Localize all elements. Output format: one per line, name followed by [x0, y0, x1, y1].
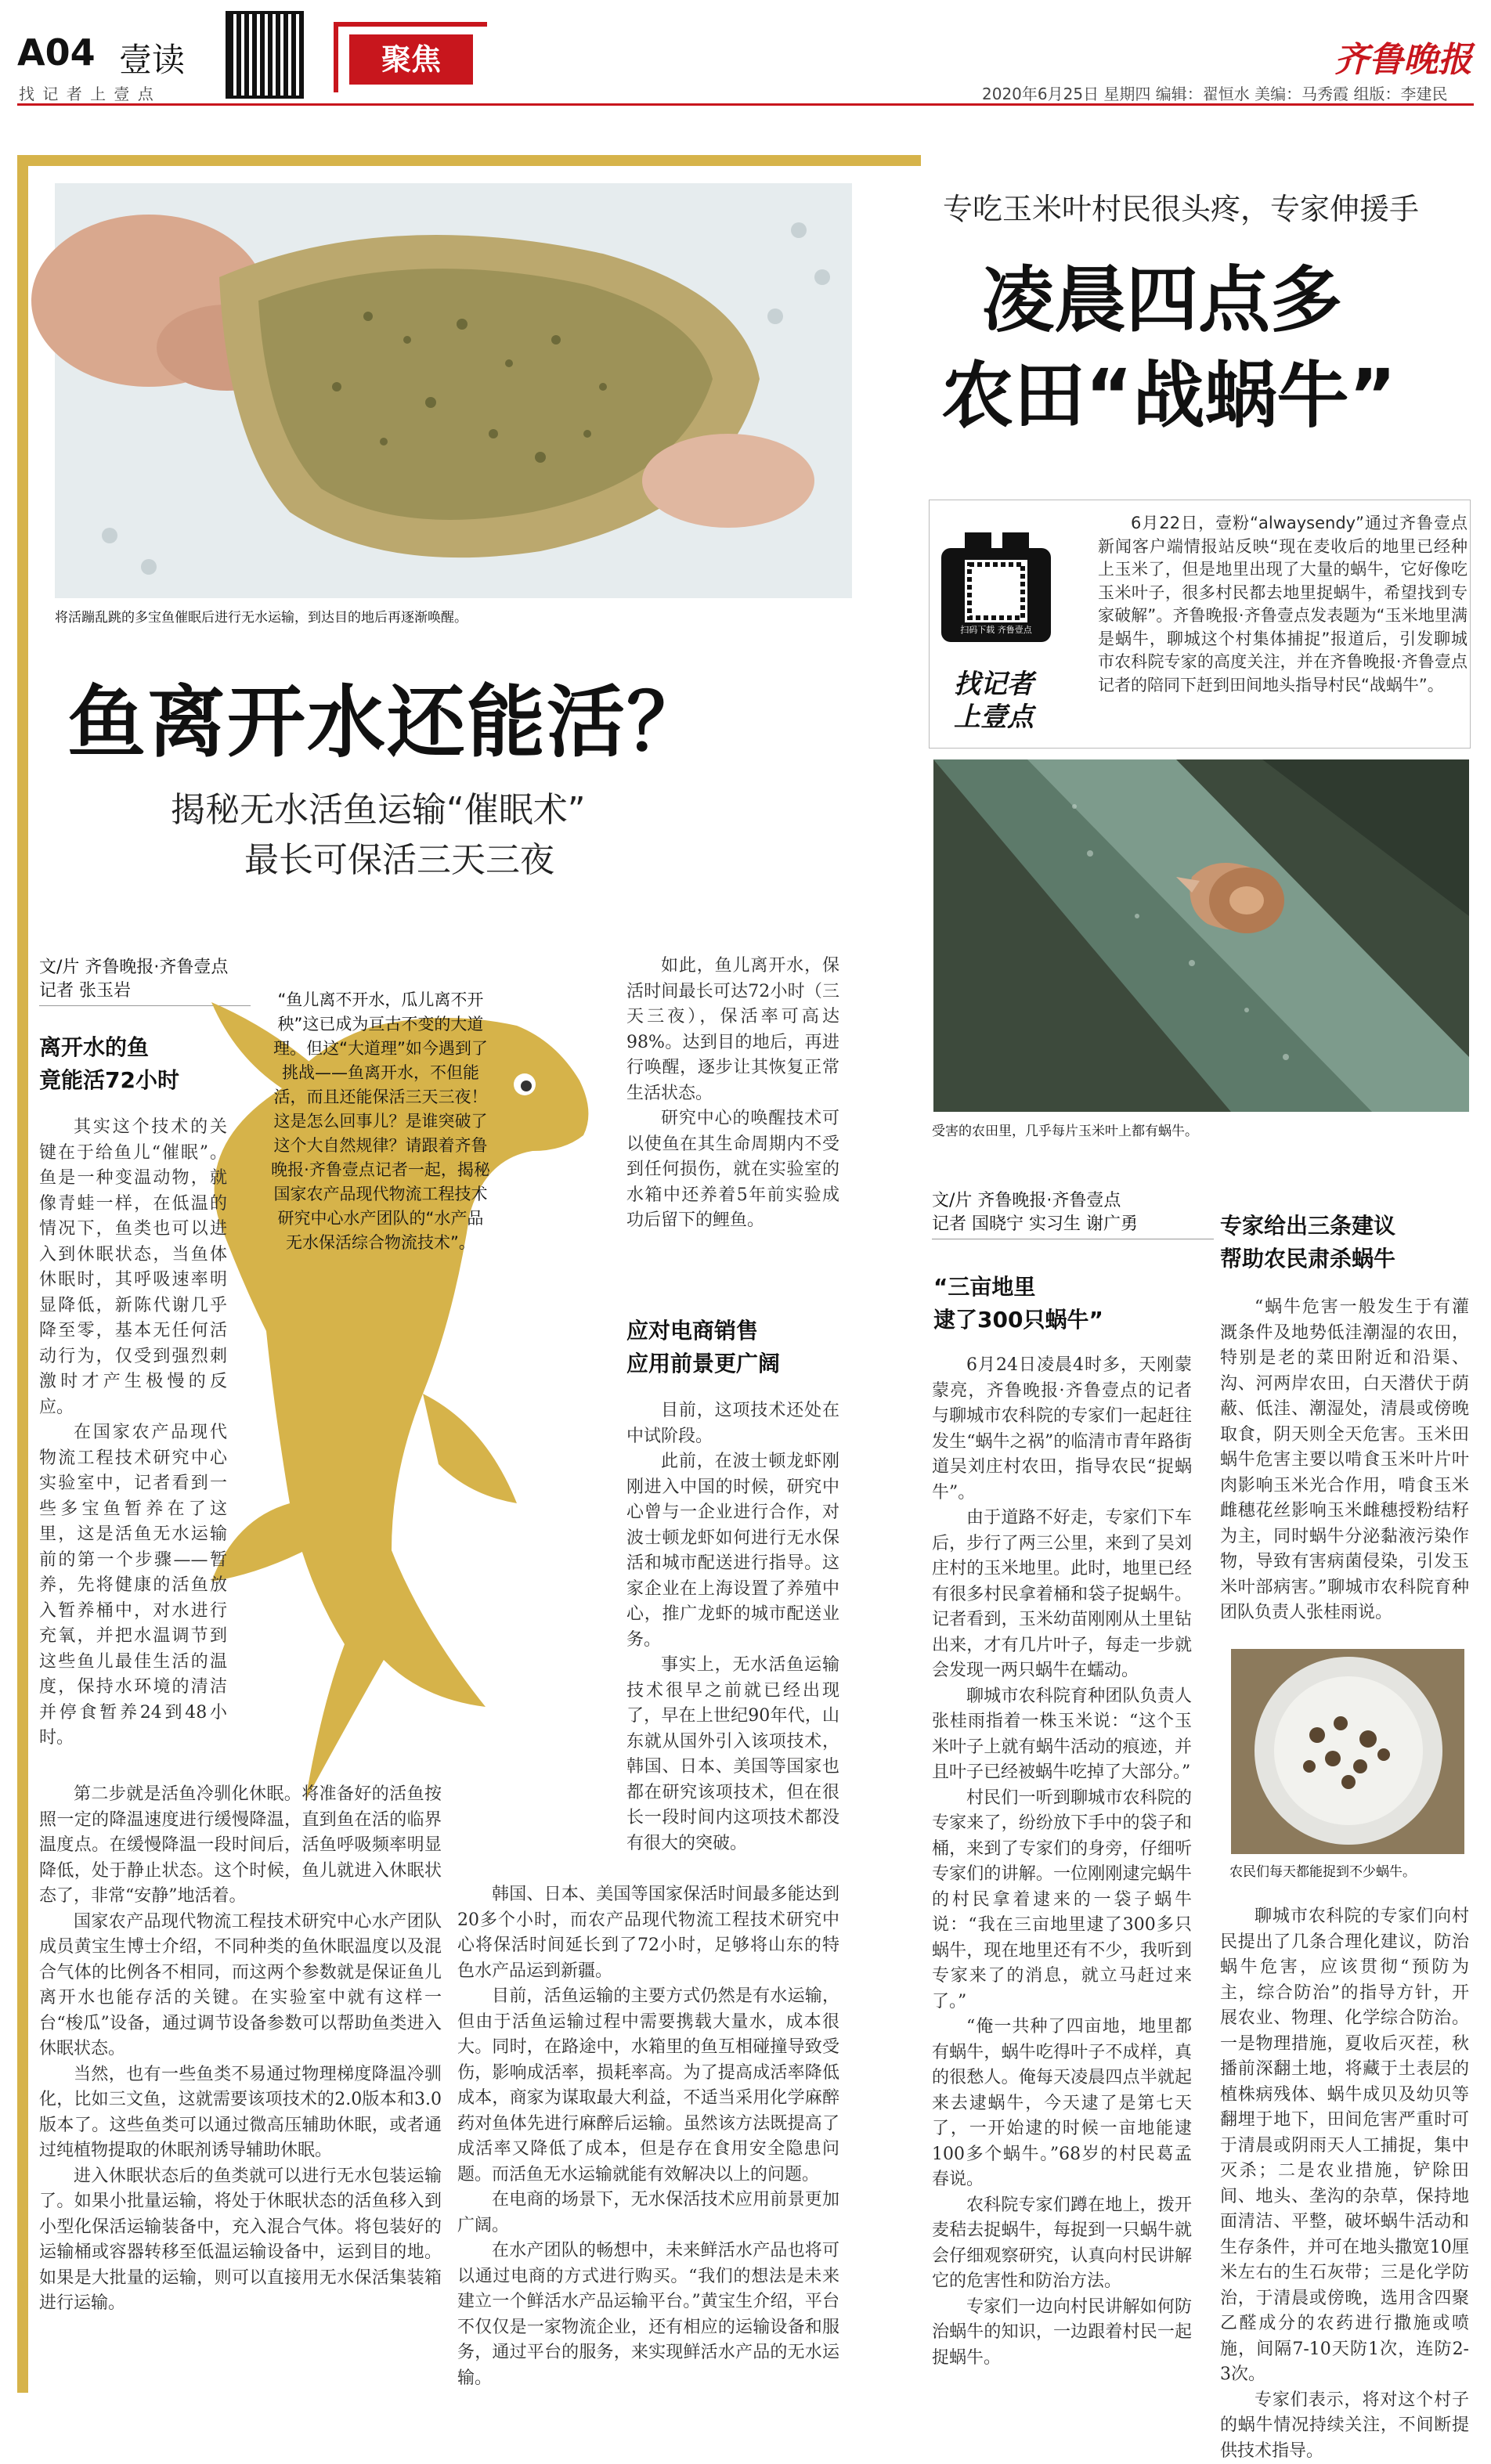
fish-subhead-2a: 应对电商销售	[626, 1315, 758, 1347]
paragraph: 在电商的场景下，无水保活技术应用前景更加广阔。	[457, 2188, 839, 2239]
bucket-photo	[1231, 1649, 1464, 1854]
snail-subhead-2b: 帮助农民肃杀蜗牛	[1220, 1243, 1395, 1275]
fish-subhead-1b: 竟能活72小时	[39, 1065, 179, 1096]
paragraph: 农科院专家们蹲在地上，拨开麦秸去捉蜗牛，每捉到一只蜗牛就会仔细观察研究，认真向村民讲解它的危害性和防治方法。	[932, 2193, 1192, 2295]
column-tag[interactable]: 聚焦	[349, 34, 473, 85]
fish-text-col-right-top	[626, 954, 839, 1234]
paragraph: 6月24日凌晨4时多，天刚蒙蒙亮，齐鲁晚报·齐鲁壹点的记者与聊城市农科院的专家们一起赶往发生“蜗牛之祸”的临清市青年路街道吴刘庄村农田，指导农民“捉蜗牛”。	[932, 1353, 1192, 1506]
snail-byline-source: 文/片 齐鲁晚报·齐鲁壹点	[932, 1187, 1121, 1211]
paragraph: 研究中心的唤醒技术可以使鱼在其生命周期内不受到任何损伤，就在实验室的水箱中还养着5年前实验成功后留下的鲤鱼。	[626, 1106, 839, 1234]
fish-subhead-1a: 离开水的鱼	[39, 1032, 149, 1063]
snail-title-2: 农田“战蜗牛”	[941, 338, 1396, 442]
snail-text-col-2b	[1220, 1904, 1469, 2390]
paragraph: “俺一共种了四亩地，地里都有蜗牛，蜗牛吃得叶子不成样，真的很愁人。俺每天凌晨四点半就起来去逮蜗牛，今天逮了是第七天了，一开始逮的时候一亩地能逮100多个蜗牛。”68岁的村民葛孟春说。	[932, 2015, 1192, 2193]
snail-title-1: 凌晨四点多	[982, 243, 1342, 346]
snail-text-col-2a	[1220, 1295, 1469, 1626]
paragraph: 韩国、日本、美国等国家保活时间最多能达到20多个小时，而农产品现代物流工程技术研究中心将保活时间延长到了72小时，足够将山东的特色水产品运到新疆。	[457, 1882, 839, 1984]
paragraph: 村民们一听到聊城市农科院的专家来了，纷纷放下手中的袋子和桶，来到了专家们的身旁，仔细听专家们的讲解。一位刚刚逮完蜗牛的村民拿着逮来的一袋子蜗牛说：“我在三亩地里逮了300多只蜗牛，现在地里还有不少，我听到专家来了的消息，就立马赶过来了。”	[932, 1786, 1192, 2015]
fish-subhead-2b: 应用前景更广阔	[626, 1348, 780, 1380]
fish-photo	[55, 183, 852, 598]
fish-byline-reporter: 记者 张玉岩	[39, 977, 131, 1001]
fish-text-col-right-mid	[626, 1398, 839, 1856]
paragraph: “蜗牛危害一般发生于有灌溉条件及地势低洼潮湿的农田，特别是老的菜田附近和沿渠、沟、河两岸农田，白天潜伏于荫蔽、低洼、潮湿处，清晨或傍晚取食，阴天则全天危害。玉米田蜗牛危害主要以啃食玉米叶片叶肉影响玉米光合作用，啃食玉米雌穗花丝影响玉米雌穗授粉结籽为主，同时蜗牛分泌黏液污染作物，导致有害病菌侵染，引发玉米叶部病害。”聊城市农科院育种团队负责人张桂雨说。	[1220, 1295, 1469, 1626]
paragraph: 国家农产品现代物流工程技术研究中心水产团队成员黄宝生博士介绍，不同种类的鱼休眠温度以及混合气体的比例各不相同，而这两个参数就是保证鱼儿离开水也能存活的关键。在实验室中就有这样一台“梭瓜”设备，通过调节设备参数可以帮助鱼类进入休眠状态。	[39, 1910, 442, 2062]
camera-badge	[933, 517, 1059, 744]
date-editor-line: 2020年6月25日 星期四 编辑：翟恒水 美编：马秀霞 组版：李建民	[982, 81, 1448, 104]
paragraph: 聊城市农科院的专家们向村民提出了几条合理化建议，防治蜗牛危害，应该贯彻“预防为主，综合防治”的指导方针，开展农业、物理、化学综合防治。一是物理措施，夏收后灭茬，秋播前深翻土地，将藏于土表层的植株病残体、蜗牛成贝及幼贝等翻埋于地下，田间危害严重时可于清晨或阴雨天人工捕捉，集中灭杀；二是农业措施，铲除田间、地头、垄沟的杂草，保持地面清洁、平整，破坏蜗牛活动和生存条件，并可在地头撒宽10厘米左右的生石灰带；三是化学防治，于清晨或傍晚，选用含四聚乙醛成分的农药进行撒施或喷施，间隔7-10天防1次，连防2-3次。	[1220, 1904, 1469, 2388]
snail-subhead-1b: 逮了300只蜗牛”	[933, 1304, 1103, 1336]
newspaper-logo: 齐鲁晚报	[1334, 31, 1472, 81]
snail-subhead-1a: “三亩地里	[933, 1272, 1035, 1303]
header-tagline: 找 记 者 上 壹 点	[19, 81, 155, 104]
fish-quote: “鱼儿离不开水，瓜儿离不开秧”这已成为亘古不变的大道理。但这“大道理”如今遇到了挑战——鱼离开水，不但能活，而且还能保活三天三夜！这是怎么回事儿？是谁突破了这个大自然规律？请跟着齐鲁晚报·齐鲁壹点记者一起，揭秘国家农产品现代物流工程技术研究中心水产团队的“水产品无水保活综合物流技术”。	[271, 988, 490, 1255]
fish-photo-caption: 将活蹦乱跳的多宝鱼催眠后进行无水运输，到达目的地后再逐渐唤醒。	[55, 606, 468, 626]
page-number: A04	[17, 31, 96, 74]
paragraph: 专家们一边向村民讲解如何防治蜗牛的知识，一边跟着村民一起捉蜗牛。	[932, 2295, 1192, 2372]
paragraph: 其实这个技术的关键在于给鱼儿“催眠”。鱼是一种变温动物，就像青蛙一样，在低温的情况下，鱼类也可以进入到休眠状态，当鱼体休眠时，其呼吸速率明显降低，新陈代谢几乎降至零，基本无任何活动行为，仅受到强烈刺激时才产生极慢的反应。	[39, 1115, 227, 1420]
badge-line-1: 找记者	[954, 662, 1034, 701]
paragraph: 聊城市农科院育种团队负责人张桂雨指着一株玉米说：“这个玉米叶子上就有蜗牛活动的痕迹，并且叶子已经被蜗牛吃掉了大部分。”	[932, 1684, 1192, 1786]
snail-photo	[933, 759, 1469, 1112]
snail-subhead-2a: 专家给出三条建议	[1220, 1210, 1395, 1242]
fish-story-title: 鱼离开水还能活？	[67, 659, 706, 772]
fish-subtitle-1: 揭秘无水活鱼运输“催眠术”	[171, 781, 586, 832]
badge-line-2: 上壹点	[954, 695, 1034, 734]
camera-badge-note: 扫码下载 齐鲁壹点	[957, 623, 1035, 636]
snail-text-col-1	[932, 1353, 1192, 2386]
camera-icon	[933, 517, 1059, 658]
snail-kicker: 专吃玉米叶村民很头疼，专家伸援手	[943, 185, 1419, 228]
paragraph: 专家们表示，将对这个村子的蜗牛情况持续关注，不间断提供技术指导。	[1220, 2388, 1469, 2464]
paragraph: 此前，在波士顿龙虾刚刚进入中国的时候，研究中心曾与一企业进行合作，对波士顿龙虾如何进行无水保活和城市配送进行指导。这家企业在上海设置了养殖中心，推广龙虾的城市配送业务。	[626, 1449, 839, 1653]
paragraph: 第二步就是活鱼冷驯化休眠。将准备好的活鱼按照一定的降温速度进行缓慢降温，直到鱼在活的临界温度点。在缓慢降温一段时间后，活鱼呼吸频率明显降低，处于静止状态。这个时候，鱼儿就进入休眠状态了，非常“安静”地活着。	[39, 1782, 442, 1910]
paragraph: 进入休眠状态后的鱼类就可以进行无水包装运输了。如果小批量运输，将处于休眠状态的活鱼移入到小型化保活运输装备中，充入混合气体。将包装好的运输桶或容器转移至低温运输设备中，运到目的地。如果是大批量的运输，则可以直接用无水保活集装箱进行运输。	[39, 2164, 442, 2317]
snail-intro-text	[1098, 512, 1468, 697]
paragraph: 由于道路不好走，专家们下车后，步行了两三公里，来到了吴刘庄村的玉米地里。此时，地里已经有很多村民拿着桶和袋子捉蜗牛。记者看到，玉米幼苗刚刚从土里钻出来，才有几片叶子，每走一步就会发现一两只蜗牛在蠕动。	[932, 1506, 1192, 1684]
paragraph: 目前，这项技术还处在中试阶段。	[626, 1398, 839, 1449]
paragraph: 当然，也有一些鱼类不易通过物理梯度降温冷驯化，比如三文鱼，这就需要该项技术的2.0版本和3.0版本了。这些鱼类可以通过微高压辅助休眠，或者通过纯植物提取的休眠剂诱导辅助休眠。	[39, 2062, 442, 2164]
header-qr-code[interactable]	[226, 11, 304, 99]
fish-byline-source: 文/片 齐鲁晚报·齐鲁壹点	[39, 954, 228, 978]
paragraph: 目前，活鱼运输的主要方式仍然是有水运输，但由于活鱼运输过程中需要携载大量水，成本很大。同时，在路途中，水箱里的鱼互相碰撞导致受伤，影响成活率，损耗率高。为了提高成活率降低成本，商家为谋取最大利益，不适当采用化学麻醉药对鱼体先进行麻醉后运输。虽然该方法既提高了成活率又降低了成本，但是存在食用安全隐患问题。而活鱼无水运输就能有效解决以上的问题。	[457, 1984, 839, 2188]
paragraph: 6月22日，壹粉“alwaysendy”通过齐鲁壹点新闻客户端情报站反映“现在麦收后的地里已经种上玉米了，但是地里出现了大量的蜗牛，它好像吃玉米叶子，很多村民都去地里捉蜗牛，希望找到专家破解”。齐鲁晚报·齐鲁壹点发表题为“玉米地里满是蜗牛，聊城这个村集体捕捉”报道后，引发聊城市农科院专家的高度关注，并在齐鲁晚报·齐鲁壹点记者的陪同下赶到田间地头指导村民“战蜗牛”。	[1098, 512, 1468, 697]
paragraph: 如此，鱼儿离开水，保活时间最长可达72小时（三天三夜），保活率可高达98%。达到目的地后，再进行唤醒，逐步让其恢复正常生活状态。	[626, 954, 839, 1106]
fish-text-col-lower-right	[457, 1882, 839, 2377]
paragraph: 在水产团队的畅想中，未来鲜活水产品也将可以通过电商的方式进行购买。“我们的想法是未来建立一个鲜活水产品运输平台。”黄宝生介绍，平台不仅仅是一家物流企业，还有相应的运输设备和服务，通过平台的服务，来实现鲜活水产品的无水运输。	[457, 2239, 839, 2391]
paragraph: 事实上，无水活鱼运输技术很早之前就已经出现了，早在上世纪90年代，山东就从国外引入该项技术，韩国、日本、美国等国家也都在研究该项技术，但在很长一段时间内这项技术都没有很大的突破。	[626, 1653, 839, 1856]
snail-byline-reporter: 记者 国晓宁 实习生 谢广勇	[932, 1210, 1138, 1235]
header-rule	[17, 103, 1474, 106]
fish-subtitle-2: 最长可保活三天三夜	[244, 832, 554, 882]
fish-text-col-left	[39, 1115, 227, 1751]
snail-photo-caption: 受害的农田里，几乎每片玉米叶上都有蜗牛。	[932, 1120, 1198, 1139]
section-name: 壹读	[119, 34, 185, 81]
paragraph: 在国家农产品现代物流工程技术研究中心实验室中，记者看到一些多宝鱼暂养在了这里，这是活鱼无水运输前的第一个步骤——暂养，先将健康的活鱼放入暂养桶中，对水进行充氧，并把水温调节到这些鱼儿最佳生活的温度，保持水环境的清洁并停食暂养24到48小时。	[39, 1420, 227, 1751]
bucket-photo-caption: 农民们每天都能捉到不少蜗牛。	[1229, 1860, 1416, 1880]
fish-text-col-lower-left	[39, 1782, 442, 2377]
